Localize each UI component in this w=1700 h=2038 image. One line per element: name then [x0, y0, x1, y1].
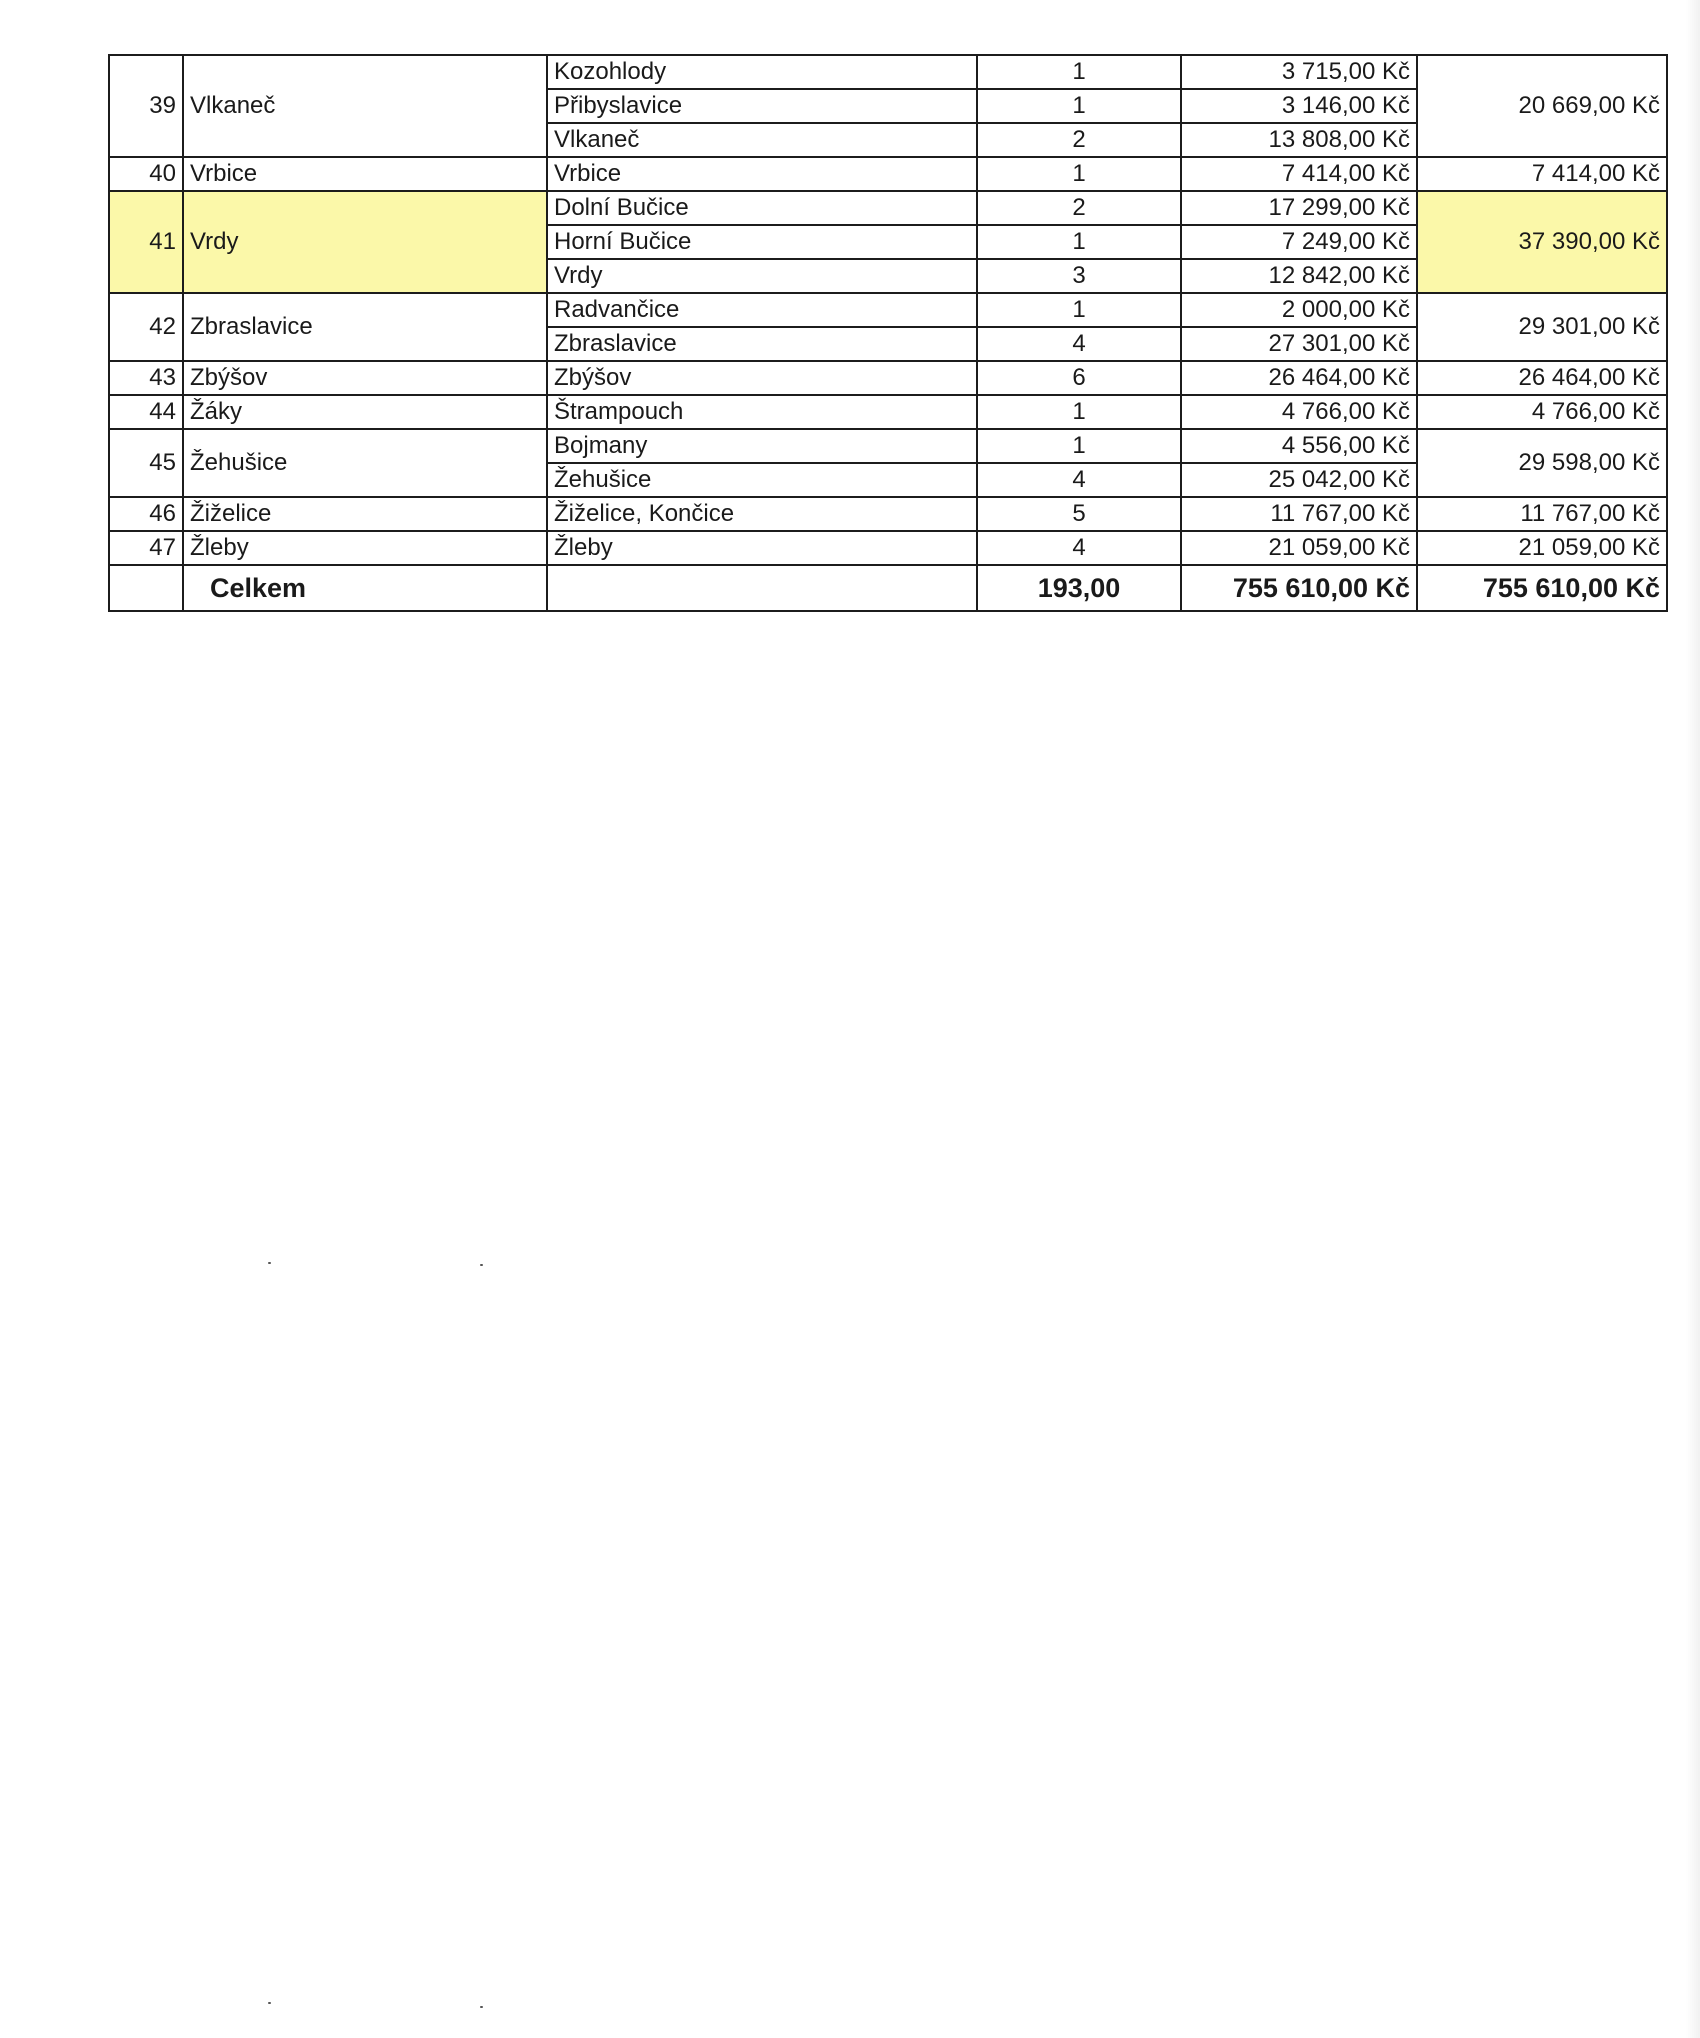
- part-name-cell: Vrdy: [547, 259, 977, 293]
- table-row: [109, 55, 1667, 89]
- amount-cell: 13 808,00 Kč: [1181, 123, 1417, 157]
- count-cell: 1: [977, 293, 1181, 327]
- amount-cell: 17 299,00 Kč: [1181, 191, 1417, 225]
- table-body: [109, 55, 1667, 611]
- row-number-cell: 45: [109, 429, 183, 497]
- amount-cell: 7 249,00 Kč: [1181, 225, 1417, 259]
- table-row: [109, 395, 1667, 429]
- allocation-table: [108, 54, 1668, 612]
- row-number-cell: 46: [109, 497, 183, 531]
- scan-speck: [268, 2002, 271, 2004]
- amount-cell: 12 842,00 Kč: [1181, 259, 1417, 293]
- municipality-total-cell: 26 464,00 Kč: [1417, 361, 1667, 395]
- amount-cell: 4 556,00 Kč: [1181, 429, 1417, 463]
- amount-cell: 3 146,00 Kč: [1181, 89, 1417, 123]
- page-edge: [1686, 0, 1700, 2038]
- part-name-cell: Žehušice: [547, 463, 977, 497]
- municipality-total-cell: 37 390,00 Kč: [1417, 191, 1667, 293]
- municipality-total-cell: 20 669,00 Kč: [1417, 55, 1667, 157]
- count-cell: 1: [977, 89, 1181, 123]
- municipality-total-cell: 11 767,00 Kč: [1417, 497, 1667, 531]
- table-row: [109, 191, 1667, 225]
- table-row: [109, 429, 1667, 463]
- part-name-cell: Vlkaneč: [547, 123, 977, 157]
- part-name-cell: Radvančice: [547, 293, 977, 327]
- scan-speck: [480, 2006, 483, 2008]
- summary-amount-cell: 755 610,00 Kč: [1181, 565, 1417, 611]
- summary-row: [109, 565, 1667, 611]
- count-cell: 2: [977, 123, 1181, 157]
- part-name-cell: Přibyslavice: [547, 89, 977, 123]
- part-name-cell: Zbraslavice: [547, 327, 977, 361]
- municipality-total-cell: 21 059,00 Kč: [1417, 531, 1667, 565]
- row-number-cell: 43: [109, 361, 183, 395]
- part-name-cell: Bojmany: [547, 429, 977, 463]
- part-name-cell: Štrampouch: [547, 395, 977, 429]
- row-number-cell: 40: [109, 157, 183, 191]
- amount-cell: 2 000,00 Kč: [1181, 293, 1417, 327]
- count-cell: 4: [977, 327, 1181, 361]
- part-name-cell: Zbýšov: [547, 361, 977, 395]
- municipality-cell: Vrbice: [183, 157, 547, 191]
- count-cell: 6: [977, 361, 1181, 395]
- amount-cell: 11 767,00 Kč: [1181, 497, 1417, 531]
- amount-cell: 3 715,00 Kč: [1181, 55, 1417, 89]
- count-cell: 1: [977, 55, 1181, 89]
- amount-cell: 21 059,00 Kč: [1181, 531, 1417, 565]
- part-name-cell: Horní Bučice: [547, 225, 977, 259]
- municipality-total-cell: 29 598,00 Kč: [1417, 429, 1667, 497]
- summary-total-cell: 755 610,00 Kč: [1417, 565, 1667, 611]
- count-cell: 1: [977, 429, 1181, 463]
- count-cell: 4: [977, 531, 1181, 565]
- count-cell: 5: [977, 497, 1181, 531]
- count-cell: 1: [977, 225, 1181, 259]
- summary-number-cell: [109, 565, 183, 611]
- row-number-cell: 39: [109, 55, 183, 157]
- part-name-cell: Dolní Bučice: [547, 191, 977, 225]
- municipality-cell: Žleby: [183, 531, 547, 565]
- municipality-total-cell: 4 766,00 Kč: [1417, 395, 1667, 429]
- table-row: [109, 531, 1667, 565]
- table-row: [109, 497, 1667, 531]
- municipality-cell: Zbraslavice: [183, 293, 547, 361]
- summary-part-cell: [547, 565, 977, 611]
- summary-count-cell: 193,00: [977, 565, 1181, 611]
- municipality-cell: Vrdy: [183, 191, 547, 293]
- table-row: [109, 157, 1667, 191]
- count-cell: 4: [977, 463, 1181, 497]
- part-name-cell: Vrbice: [547, 157, 977, 191]
- municipality-cell: Zbýšov: [183, 361, 547, 395]
- summary-label-cell: Celkem: [183, 565, 547, 611]
- table-row: [109, 293, 1667, 327]
- part-name-cell: Žiželice, Končice: [547, 497, 977, 531]
- municipality-cell: Žehušice: [183, 429, 547, 497]
- count-cell: 2: [977, 191, 1181, 225]
- row-number-cell: 42: [109, 293, 183, 361]
- count-cell: 1: [977, 395, 1181, 429]
- municipality-cell: Žiželice: [183, 497, 547, 531]
- amount-cell: 4 766,00 Kč: [1181, 395, 1417, 429]
- municipality-cell: Vlkaneč: [183, 55, 547, 157]
- municipality-total-cell: 7 414,00 Kč: [1417, 157, 1667, 191]
- part-name-cell: Kozohlody: [547, 55, 977, 89]
- count-cell: 1: [977, 157, 1181, 191]
- amount-cell: 7 414,00 Kč: [1181, 157, 1417, 191]
- count-cell: 3: [977, 259, 1181, 293]
- scan-speck: [268, 1262, 271, 1264]
- municipality-total-cell: 29 301,00 Kč: [1417, 293, 1667, 361]
- amount-cell: 25 042,00 Kč: [1181, 463, 1417, 497]
- table-row: [109, 361, 1667, 395]
- amount-cell: 27 301,00 Kč: [1181, 327, 1417, 361]
- row-number-cell: 41: [109, 191, 183, 293]
- municipality-cell: Žáky: [183, 395, 547, 429]
- scan-speck: [480, 1264, 483, 1266]
- amount-cell: 26 464,00 Kč: [1181, 361, 1417, 395]
- part-name-cell: Žleby: [547, 531, 977, 565]
- row-number-cell: 44: [109, 395, 183, 429]
- row-number-cell: 47: [109, 531, 183, 565]
